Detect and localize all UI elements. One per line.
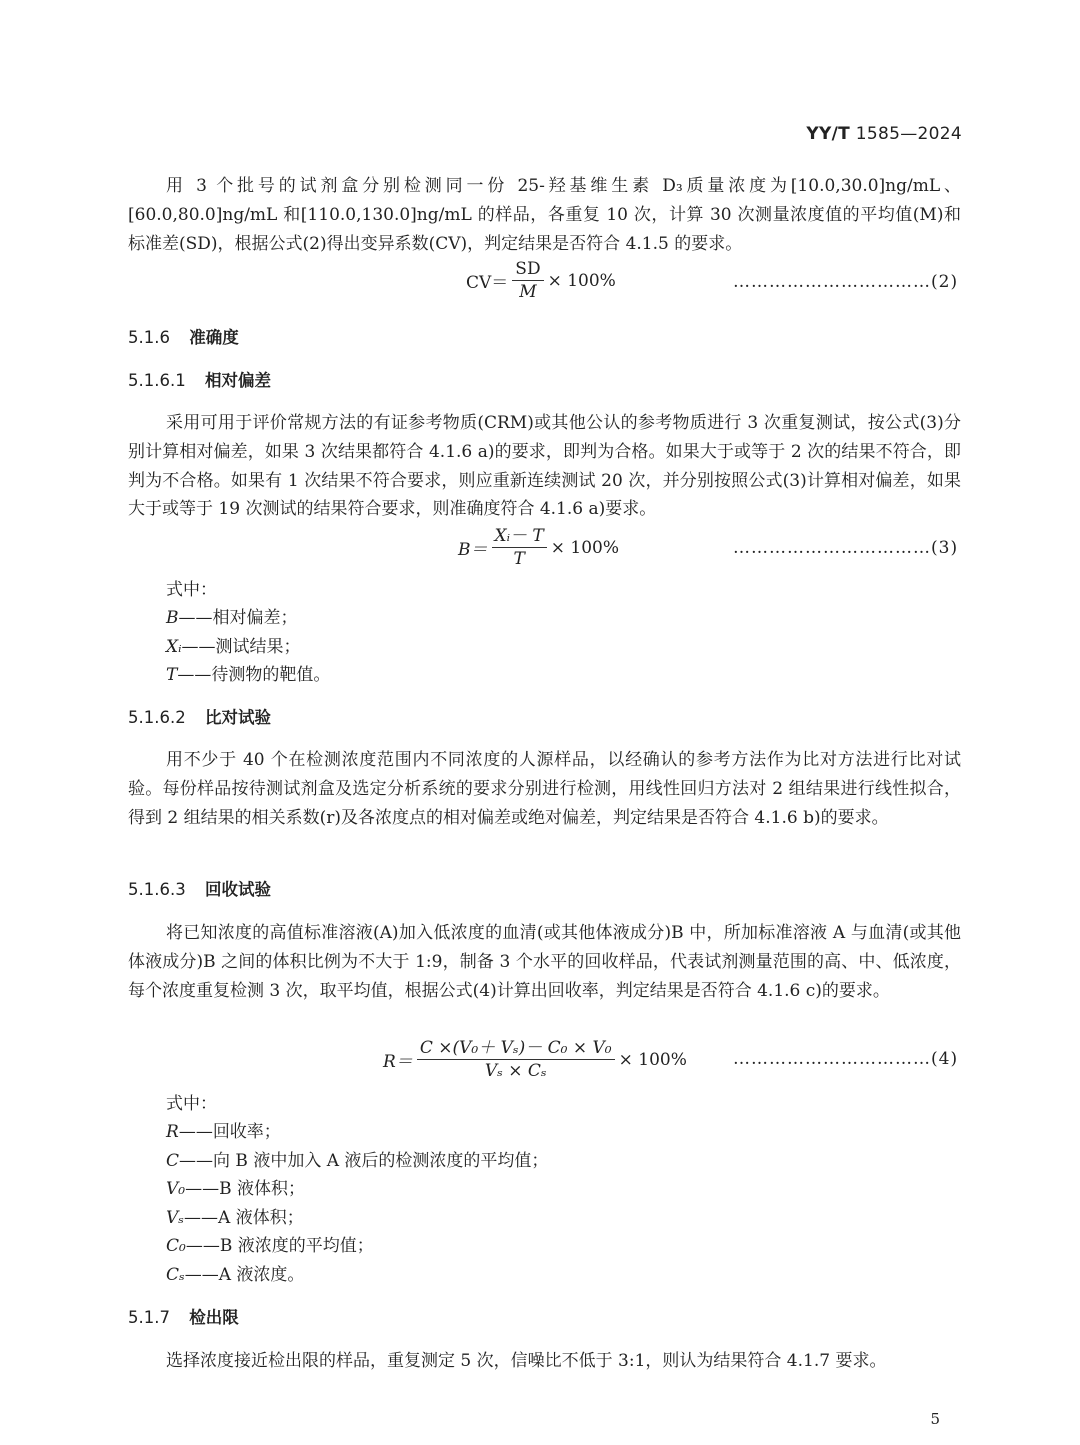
standard-header <box>806 124 962 144</box>
formula-4 <box>383 1037 687 1082</box>
formula-3 <box>458 525 619 570</box>
definition-symbol: C <box>166 1150 180 1171</box>
formula-4-denominator: Vₛ × Cₛ <box>484 1061 547 1081</box>
paragraph-comparison: 用不少于 40 个在检测浓度范围内不同浓度的人源样品，以经确认的参考方法作为比对方法进行比对试验。每份样品按待测试剂盒及选定分析系统的要求分别进行检测，用线性回归方法对 2 组结果进行线性拟合，得到 2 组结果的相关系数(r)及各浓度点的相对偏差或绝对偏差，判定结果是否符合 4.1.6 b)的要求。 <box>128 750 961 828</box>
definition-symbol: Cₛ <box>166 1264 185 1285</box>
heading-title: 相对偏差 <box>204 371 271 390</box>
formula-3-numerator: Xᵢ－ T <box>492 525 547 548</box>
standard-number: 1585—2024 <box>855 124 962 144</box>
formula-2-lhs: CV＝ <box>466 273 509 293</box>
definition-symbol: T <box>166 665 178 686</box>
definition-symbol: Vₛ <box>166 1207 185 1228</box>
heading-number: 5.1.6 <box>128 328 170 347</box>
heading-5-1-7 <box>128 1306 239 1330</box>
heading-5-1-6-2 <box>128 706 271 730</box>
definition-symbol: V₀ <box>166 1179 186 1200</box>
definition-item <box>166 1175 548 1204</box>
paragraph-precision: 用 3 个批号的试剂盒分别检测同一份 25-羟基维生素 D₃质量浓度为[10.0,30.0]ng/mL、[60.0,80.0]ng/mL 和[110.0,130.0]ng/mL 的样品，各重复 10 次，计算 30 次测量浓度值的平均值(M)和标准差(SD)，根据公式(2)得出变异系数(CV)，判定结果是否符合 4.1.5 的要求。 <box>128 176 961 254</box>
formula-3-lhs: B＝ <box>458 540 488 560</box>
formula-3-denominator: T <box>513 549 525 569</box>
equation-number-2: ……………………………(2) <box>733 272 959 292</box>
heading-title: 比对试验 <box>204 708 271 727</box>
definition-text: ——B 液浓度的平均值； <box>185 1236 374 1257</box>
formula-4-lhs: R＝ <box>383 1052 413 1072</box>
definition-symbol: B <box>166 608 179 628</box>
definition-text: ——A 液体积； <box>184 1207 304 1228</box>
definition-item <box>166 633 330 662</box>
heading-number: 5.1.6.2 <box>128 708 186 727</box>
heading-number: 5.1.7 <box>128 1308 170 1327</box>
definition-text: ——相对偏差； <box>178 608 298 628</box>
definition-symbol: R <box>166 1122 179 1142</box>
heading-number: 5.1.6.3 <box>128 880 186 899</box>
definition-item <box>166 1232 548 1261</box>
formula-2-numerator: SD <box>512 258 543 281</box>
definitions-list-4 <box>166 1118 548 1290</box>
paragraph-detection-limit: 选择浓度接近检出限的样品，重复测定 5 次，信噪比不低于 3:1，则认为结果符合 4.1.7 要求。 <box>166 1351 887 1371</box>
definition-text: ——测试结果； <box>181 636 301 657</box>
heading-5-1-6 <box>128 326 239 350</box>
paragraph-recovery: 将已知浓度的高值标准溶液(A)加入低浓度的血清(或其他体液成分)B 中，所加标准溶液 A 与血清(或其他体液成分)B 之间的体积比例为不大于 1:9，制备 3 个水平的回收样品，代表试剂测量范围的高、中、低浓度，每个浓度重复检测 3 次，取平均值，根据公式(4)计算出回收率，判定结果是否符合 4.1.6 c)的要求。 <box>128 923 961 1001</box>
heading-title: 检出限 <box>189 1308 239 1327</box>
definition-symbol: C₀ <box>166 1236 186 1257</box>
definition-text: ——向 B 液中加入 A 液后的检测浓度的平均值； <box>179 1150 549 1171</box>
definition-item <box>166 661 330 690</box>
definition-item <box>166 604 330 633</box>
where-label: 式中： <box>166 580 217 600</box>
formula-2-denominator: M <box>519 282 537 302</box>
heading-5-1-6-3 <box>128 878 271 902</box>
definition-symbol: Xᵢ <box>166 636 182 657</box>
formula-2-fraction <box>512 258 543 303</box>
heading-title: 准确度 <box>189 328 239 347</box>
formula-2 <box>466 258 616 303</box>
definitions-list-3 <box>166 604 330 690</box>
equation-number-4: ……………………………(4) <box>733 1049 959 1069</box>
definition-item <box>166 1147 548 1176</box>
definition-item <box>166 1204 548 1233</box>
definition-text: ——待测物的靶值。 <box>177 665 331 686</box>
heading-5-1-6-1 <box>128 369 271 393</box>
definition-text: ——B 液体积； <box>185 1179 305 1200</box>
standard-code: YY/T <box>806 124 851 144</box>
definition-item <box>166 1261 548 1290</box>
definition-item <box>166 1118 548 1147</box>
formula-2-rhs: × 100% <box>547 270 616 291</box>
definition-text: ——A 液浓度。 <box>184 1264 305 1285</box>
formula-4-numerator: C ×(V₀＋ Vₛ)－ C₀ × V₀ <box>417 1037 615 1060</box>
page-number: 5 <box>930 1410 940 1428</box>
heading-title: 回收试验 <box>204 880 271 899</box>
formula-3-rhs: × 100% <box>550 537 620 558</box>
equation-number-3: ……………………………(3) <box>733 538 959 558</box>
definition-text: ——回收率； <box>178 1122 281 1142</box>
formula-4-fraction <box>417 1037 615 1082</box>
heading-number: 5.1.6.1 <box>128 371 186 390</box>
formula-4-rhs: × 100% <box>618 1049 687 1070</box>
paragraph-relative-bias: 采用可用于评价常规方法的有证参考物质(CRM)或其他公认的参考物质进行 3 次重复测试，按公式(3)分别计算相对偏差，如果 3 次结果都符合 4.1.6 a)的要求，即判为合格。如果大于或等于 2 次的结果不符合，即判为不合格。如果有 1 次结果不符合要求，则应重新连续测试 20 次，并分别按照公式(3)计算相对偏差，如果大于或等于 19 次测试的结果符合要求，则准确度符合 4.1.6 a)要求。 <box>128 413 961 520</box>
formula-3-fraction <box>492 525 547 570</box>
where-label: 式中： <box>166 1094 217 1114</box>
